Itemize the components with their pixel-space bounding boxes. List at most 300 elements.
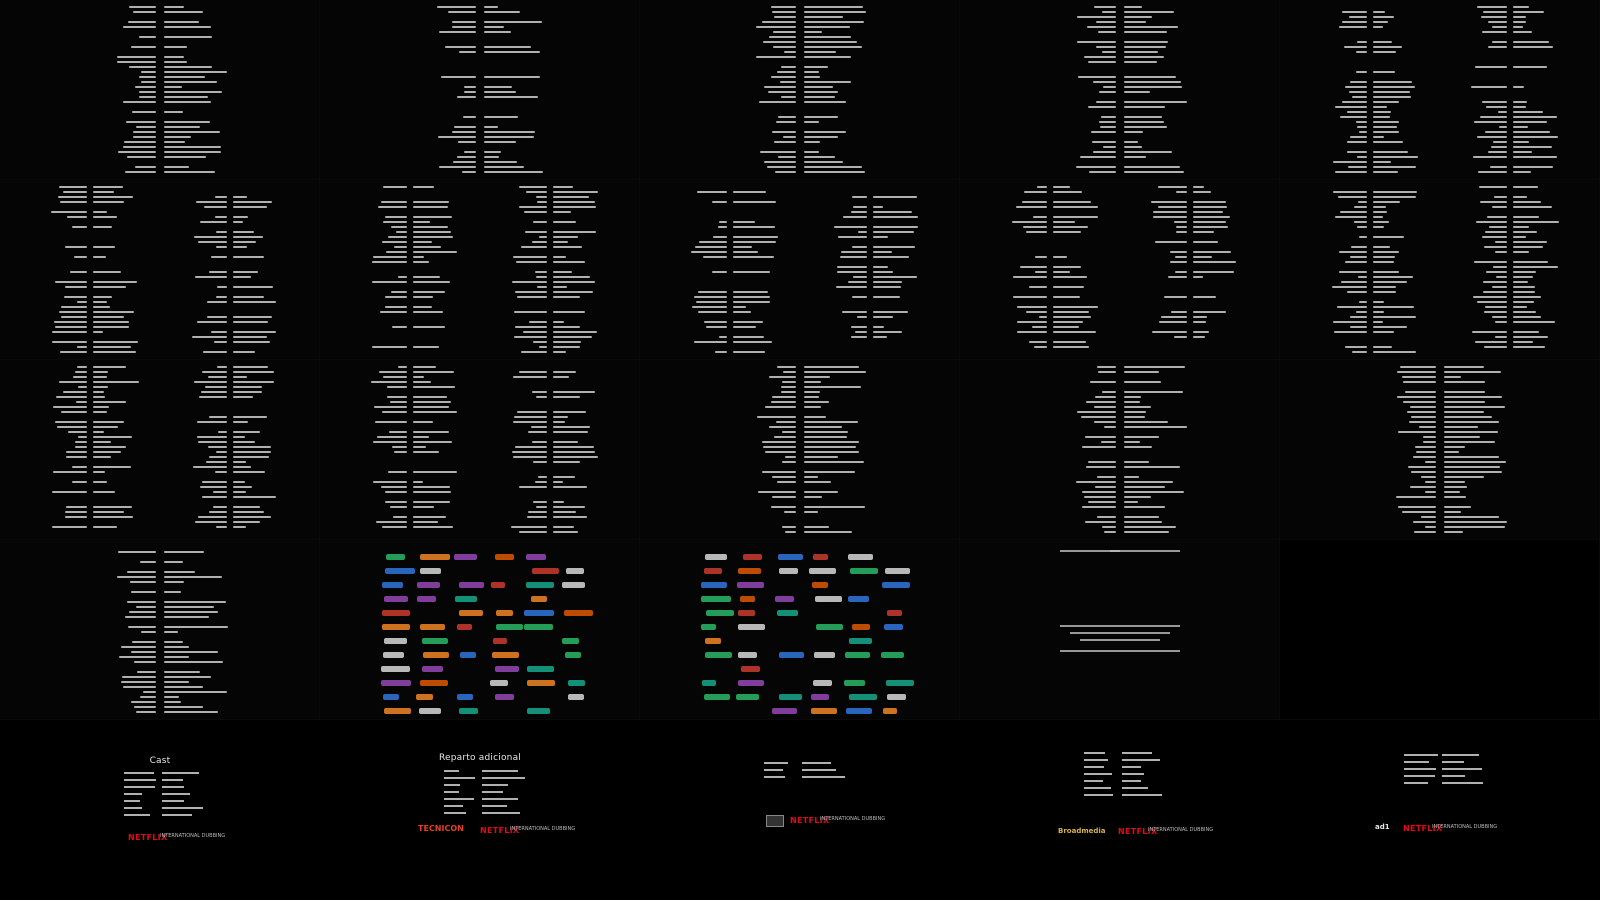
credit-name-line (59, 381, 87, 383)
credit-name-line (536, 196, 547, 198)
credit-name-line (387, 386, 407, 388)
credit-name-line (1099, 121, 1116, 123)
thumbnail-credits[interactable] (320, 360, 640, 540)
credit-role-line (1444, 446, 1465, 448)
credit-role-line (93, 406, 109, 408)
credit-role-line (733, 256, 774, 258)
credit-name-line (216, 246, 227, 248)
credit-name-line (135, 86, 156, 88)
credit-name-line (59, 186, 87, 188)
credit-role-line (553, 501, 564, 503)
credit-role-line (1373, 276, 1413, 278)
credit-name-line (771, 6, 796, 8)
credit-role-line (93, 296, 112, 298)
credit-name-line (139, 76, 156, 78)
credit-name-line (1483, 291, 1507, 293)
credit-role-line (93, 451, 121, 453)
credit-role-line (1193, 206, 1227, 208)
credit-role-line (164, 146, 221, 148)
credit-name-line (528, 511, 547, 513)
credit-role-line (93, 511, 124, 513)
credit-role-line (233, 331, 276, 333)
sponsor-logo (775, 596, 794, 602)
credit-role-line (233, 256, 264, 258)
credit-role-line (1373, 171, 1398, 173)
credit-role-line (93, 191, 114, 193)
credit-name-line (1492, 41, 1507, 43)
credit-name-line (533, 221, 547, 223)
credit-role-line (1124, 491, 1184, 493)
credit-role-line (1513, 316, 1541, 318)
credit-role-line (1373, 141, 1403, 143)
credit-role-line (804, 26, 850, 28)
credit-role-line (164, 571, 195, 573)
credit-name-line (133, 131, 156, 133)
credit-name-line (448, 11, 476, 13)
credit-role-line (1513, 271, 1536, 273)
credit-name-line (756, 26, 796, 28)
credit-name-line (206, 461, 227, 463)
credit-role-line (413, 201, 449, 203)
credit-name-line (539, 236, 547, 238)
credit-name-line (1035, 271, 1047, 273)
credit-name-line (209, 456, 227, 458)
sponsor-logo (454, 554, 478, 560)
credit-role-line (413, 481, 423, 483)
credit-name-line (514, 416, 547, 418)
credit-name-line (70, 271, 87, 273)
sponsor-logo (736, 694, 759, 700)
credit-role-line (804, 86, 833, 88)
credit-name-line (390, 401, 407, 403)
credit-name-line (1094, 6, 1116, 8)
credit-role-line (733, 241, 776, 243)
sponsor-logo (422, 638, 448, 644)
credit-role-line (804, 156, 835, 158)
credit-name-line (57, 426, 87, 428)
credit-role-line (1124, 416, 1145, 418)
credit-name-line (394, 246, 407, 248)
credit-name-line (512, 451, 547, 453)
credit-name-line (61, 316, 87, 318)
credit-role-line (733, 221, 755, 223)
credit-role-line (1513, 321, 1555, 323)
thumbnail-credits[interactable] (960, 180, 1280, 360)
credit-name-line (532, 441, 547, 443)
thumbnail-credits[interactable] (1280, 0, 1600, 180)
credit-role-line (233, 436, 245, 438)
credit-name-line (532, 241, 547, 243)
credit-name-line (1102, 51, 1116, 53)
credit-role-line (164, 656, 189, 658)
credit-role-line (93, 391, 104, 393)
credit-name-line (1088, 461, 1116, 463)
credit-role-line (553, 531, 578, 533)
credit-role-line (1373, 101, 1399, 103)
credit-name-line (139, 96, 156, 98)
credit-role-line (1373, 86, 1415, 88)
sponsor-logo (493, 638, 507, 644)
credit-role-line (413, 296, 433, 298)
credit-role-line (804, 446, 856, 448)
credit-role-line (1193, 241, 1218, 243)
sponsor-logo (738, 610, 755, 616)
credit-name-line (131, 701, 156, 703)
broadmedia-logo: Broadmedia (1058, 827, 1106, 835)
credit-role-line (1124, 521, 1162, 523)
thumbnail-credits[interactable] (0, 180, 320, 360)
credit-role-line (1124, 11, 1174, 13)
credit-name-line (445, 46, 476, 48)
credit-name-line (1397, 371, 1436, 373)
credit-role-line (164, 71, 227, 73)
credit-role-line (164, 36, 212, 38)
credit-role-line (804, 376, 830, 378)
frame-dubbing-4[interactable] (960, 720, 1280, 900)
credit-name-line (1352, 351, 1367, 353)
credit-role-line (553, 426, 590, 428)
credit-name-line (1357, 226, 1367, 228)
cast-role-line (124, 814, 150, 816)
thumbnail-credits[interactable] (0, 540, 320, 720)
credit-name-line (1482, 101, 1507, 103)
credit-role-line (164, 166, 189, 168)
credit-role-line (553, 291, 593, 293)
sponsor-logo (384, 708, 411, 714)
credit-role-line (164, 611, 218, 613)
credit-name-line (1094, 406, 1116, 408)
credit-role-line (484, 26, 504, 28)
credit-name-line (202, 496, 227, 498)
credit-name-line (202, 481, 227, 483)
credit-name-line (373, 441, 407, 443)
credit-role-line (233, 241, 256, 243)
credit-role-line (1373, 206, 1386, 208)
sponsor-logo (417, 596, 436, 602)
credit-name-line (1481, 16, 1507, 18)
credit-name-line (855, 331, 867, 333)
cast-name-line (162, 807, 203, 809)
credit-name-line (392, 326, 407, 328)
credit-role-line (553, 286, 567, 288)
credit-role-line (413, 236, 453, 238)
credit-name-line (388, 471, 407, 473)
credit-name-line (772, 131, 796, 133)
credit-role-line (413, 216, 452, 218)
cast-role-line (1084, 773, 1112, 775)
credit-name-line (213, 506, 227, 508)
credit-name-line (1492, 286, 1507, 288)
credit-role-line (553, 191, 598, 193)
credit-name-line (1024, 191, 1047, 193)
credit-role-line (873, 206, 883, 208)
credit-role-line (553, 206, 596, 208)
credit-name-line (382, 241, 407, 243)
copyright-line (1070, 632, 1170, 634)
credit-role-line (804, 96, 835, 98)
credit-name-line (1485, 231, 1507, 233)
credit-role-line (93, 366, 126, 368)
credit-role-line (553, 196, 589, 198)
credit-name-line (1357, 41, 1367, 43)
cast-role-line (444, 784, 460, 786)
credit-role-line (484, 11, 520, 13)
credit-name-line (836, 286, 867, 288)
cast-name-line (1122, 766, 1141, 768)
frame-additional-cast[interactable] (320, 720, 640, 900)
credit-role-line (1373, 236, 1404, 238)
thumbnail-credits[interactable] (640, 360, 960, 540)
credit-role-line (93, 216, 117, 218)
credit-name-line (778, 156, 796, 158)
credit-name-line (198, 516, 227, 518)
credit-role-line (1513, 311, 1536, 313)
credit-name-line (519, 486, 547, 488)
credit-role-line (164, 86, 182, 88)
credit-role-line (413, 401, 451, 403)
credit-name-line (1484, 246, 1507, 248)
credit-role-line (553, 391, 595, 393)
thumbnail-credits[interactable] (1280, 180, 1600, 360)
credit-name-line (513, 256, 547, 258)
credit-name-line (772, 476, 796, 478)
studio-logo-icon (766, 815, 784, 827)
credit-name-line (1335, 171, 1367, 173)
credit-role-line (553, 506, 585, 508)
credit-name-line (765, 406, 796, 408)
frame-dubbing-3[interactable] (640, 720, 960, 900)
credit-role-line (1513, 331, 1539, 333)
credit-role-line (1444, 471, 1502, 473)
credit-name-line (1026, 311, 1047, 313)
credit-name-line (393, 516, 407, 518)
credit-role-line (233, 286, 273, 288)
cast-role-line (124, 786, 155, 788)
credit-name-line (1080, 156, 1116, 158)
credit-name-line (127, 601, 156, 603)
credit-role-line (1513, 286, 1535, 288)
frame-cast[interactable] (0, 720, 320, 900)
credit-name-line (66, 506, 87, 508)
credit-role-line (553, 346, 580, 348)
credit-role-line (1373, 81, 1412, 83)
credit-role-line (804, 31, 822, 33)
credit-name-line (1088, 61, 1116, 63)
credit-name-line (1425, 481, 1436, 483)
credit-role-line (1373, 246, 1390, 248)
credit-role-line (1124, 86, 1182, 88)
thumbnail-credits[interactable] (320, 180, 640, 360)
frame-title: Cast (149, 756, 171, 766)
credit-role-line (93, 441, 111, 443)
sponsor-logo (705, 652, 732, 658)
cast-role-line (1084, 780, 1103, 782)
sponsor-logo (772, 708, 797, 714)
credit-name-line (1088, 106, 1116, 108)
credit-name-line (1492, 316, 1507, 318)
credit-name-line (1477, 301, 1507, 303)
credit-name-line (1077, 41, 1116, 43)
credit-name-line (1013, 296, 1047, 298)
credit-role-line (233, 491, 246, 493)
credit-role-line (1444, 516, 1499, 518)
credit-role-line (164, 151, 221, 153)
sponsor-logo (848, 596, 869, 602)
credit-name-line (72, 481, 87, 483)
credit-name-line (1350, 256, 1367, 258)
sponsor-logo (779, 568, 798, 574)
credit-role-line (804, 366, 859, 368)
credit-role-line (93, 421, 124, 423)
credit-role-line (553, 281, 595, 283)
credit-name-line (1017, 331, 1047, 333)
sponsor-logo (702, 680, 716, 686)
credit-name-line (381, 486, 407, 488)
credit-role-line (164, 576, 222, 578)
credit-role-line (93, 201, 124, 203)
credit-role-line (1513, 276, 1533, 278)
thumbnail-credits[interactable] (640, 0, 960, 180)
credit-name-line (1029, 286, 1047, 288)
credit-name-line (391, 291, 407, 293)
sponsor-logo (527, 666, 554, 672)
sponsor-logo (492, 652, 519, 658)
credit-role-line (164, 601, 226, 603)
thumbnail-credits[interactable] (0, 0, 320, 180)
thumbnail-credits[interactable] (640, 180, 960, 360)
credit-role-line (164, 96, 208, 98)
thumbnail-logos[interactable] (320, 540, 640, 720)
credit-role-line (413, 346, 439, 348)
credit-role-line (1124, 126, 1167, 128)
credit-role-line (1373, 111, 1391, 113)
thumbnail-credits[interactable] (320, 0, 640, 180)
netflix-logo: NETFLIX (128, 833, 168, 842)
cast-role-line (1404, 782, 1428, 784)
credit-name-line (1357, 156, 1367, 158)
credit-role-line (1124, 171, 1184, 173)
credit-role-line (1513, 206, 1552, 208)
credit-name-line (692, 306, 727, 308)
credit-name-line (1357, 126, 1367, 128)
sponsor-logo (459, 708, 478, 714)
credit-role-line (553, 311, 585, 313)
sponsor-logo (886, 680, 914, 686)
credit-role-line (1193, 186, 1204, 188)
credit-role-line (1513, 16, 1526, 18)
credit-role-line (1513, 106, 1526, 108)
credit-name-line (536, 506, 547, 508)
thumbnail-credits[interactable] (960, 360, 1280, 540)
credit-name-line (762, 441, 796, 443)
credit-role-line (733, 321, 763, 323)
credit-role-line (164, 91, 222, 93)
copyright-line (1060, 650, 1180, 652)
credit-name-line (58, 196, 87, 198)
credit-name-line (1473, 296, 1507, 298)
credit-name-line (853, 276, 867, 278)
credit-name-line (719, 221, 727, 223)
credit-role-line (804, 76, 820, 78)
credit-role-line (484, 46, 531, 48)
credit-role-line (1513, 101, 1527, 103)
credit-role-line (484, 51, 540, 53)
credit-role-line (1124, 131, 1143, 133)
thumbnail-logos[interactable] (640, 540, 960, 720)
credit-name-line (784, 511, 796, 513)
credit-name-line (1478, 171, 1507, 173)
credit-name-line (383, 221, 407, 223)
credit-role-line (733, 236, 778, 238)
credit-name-line (519, 206, 547, 208)
credit-role-line (233, 421, 248, 423)
credit-name-line (218, 431, 227, 433)
credit-name-line (1340, 116, 1367, 118)
credit-name-line (1402, 511, 1436, 513)
credit-name-line (61, 306, 87, 308)
sponsor-logo (420, 680, 448, 686)
credit-name-line (75, 371, 87, 373)
credit-role-line (1444, 521, 1507, 523)
credit-name-line (777, 71, 796, 73)
credit-role-line (93, 256, 106, 258)
credit-name-line (785, 531, 796, 533)
credit-role-line (873, 281, 902, 283)
credit-role-line (413, 311, 443, 313)
credit-role-line (233, 391, 262, 393)
credit-role-line (1193, 296, 1216, 298)
thumbnail-credits[interactable] (960, 0, 1280, 180)
credit-role-line (164, 131, 220, 133)
thumbnail-credits[interactable] (0, 360, 320, 540)
credit-name-line (130, 581, 156, 583)
credit-name-line (533, 341, 547, 343)
ad1-logo: ad1 (1375, 823, 1390, 831)
credit-role-line (1373, 346, 1392, 348)
cast-name-line (802, 762, 831, 764)
frame-dubbing-5[interactable] (1280, 720, 1600, 900)
credit-name-line (1337, 306, 1367, 308)
credit-role-line (93, 411, 107, 413)
credit-role-line (1053, 206, 1098, 208)
credit-role-line (1513, 41, 1549, 43)
credit-name-line (1101, 441, 1116, 443)
cast-role-line (124, 779, 156, 781)
credit-name-line (121, 646, 156, 648)
credit-name-line (380, 311, 407, 313)
credit-name-line (1415, 446, 1436, 448)
credit-role-line (164, 121, 210, 123)
credit-role-line (1513, 306, 1527, 308)
credit-role-line (1513, 201, 1541, 203)
credit-name-line (529, 321, 547, 323)
credit-role-line (484, 76, 540, 78)
credit-role-line (1193, 271, 1234, 273)
credit-name-line (60, 201, 87, 203)
credit-role-line (93, 506, 132, 508)
thumbnail-copyright[interactable] (960, 540, 1280, 720)
cast-name-line (482, 784, 508, 786)
credit-name-line (519, 531, 547, 533)
credit-role-line (1124, 406, 1151, 408)
credit-name-line (767, 166, 796, 168)
thumbnail-credits[interactable] (1280, 360, 1600, 540)
credit-role-line (1053, 221, 1075, 223)
sponsor-logo (417, 582, 440, 588)
credit-role-line (553, 201, 595, 203)
credit-role-line (164, 61, 187, 63)
dubbing-frames-row (0, 720, 1600, 900)
